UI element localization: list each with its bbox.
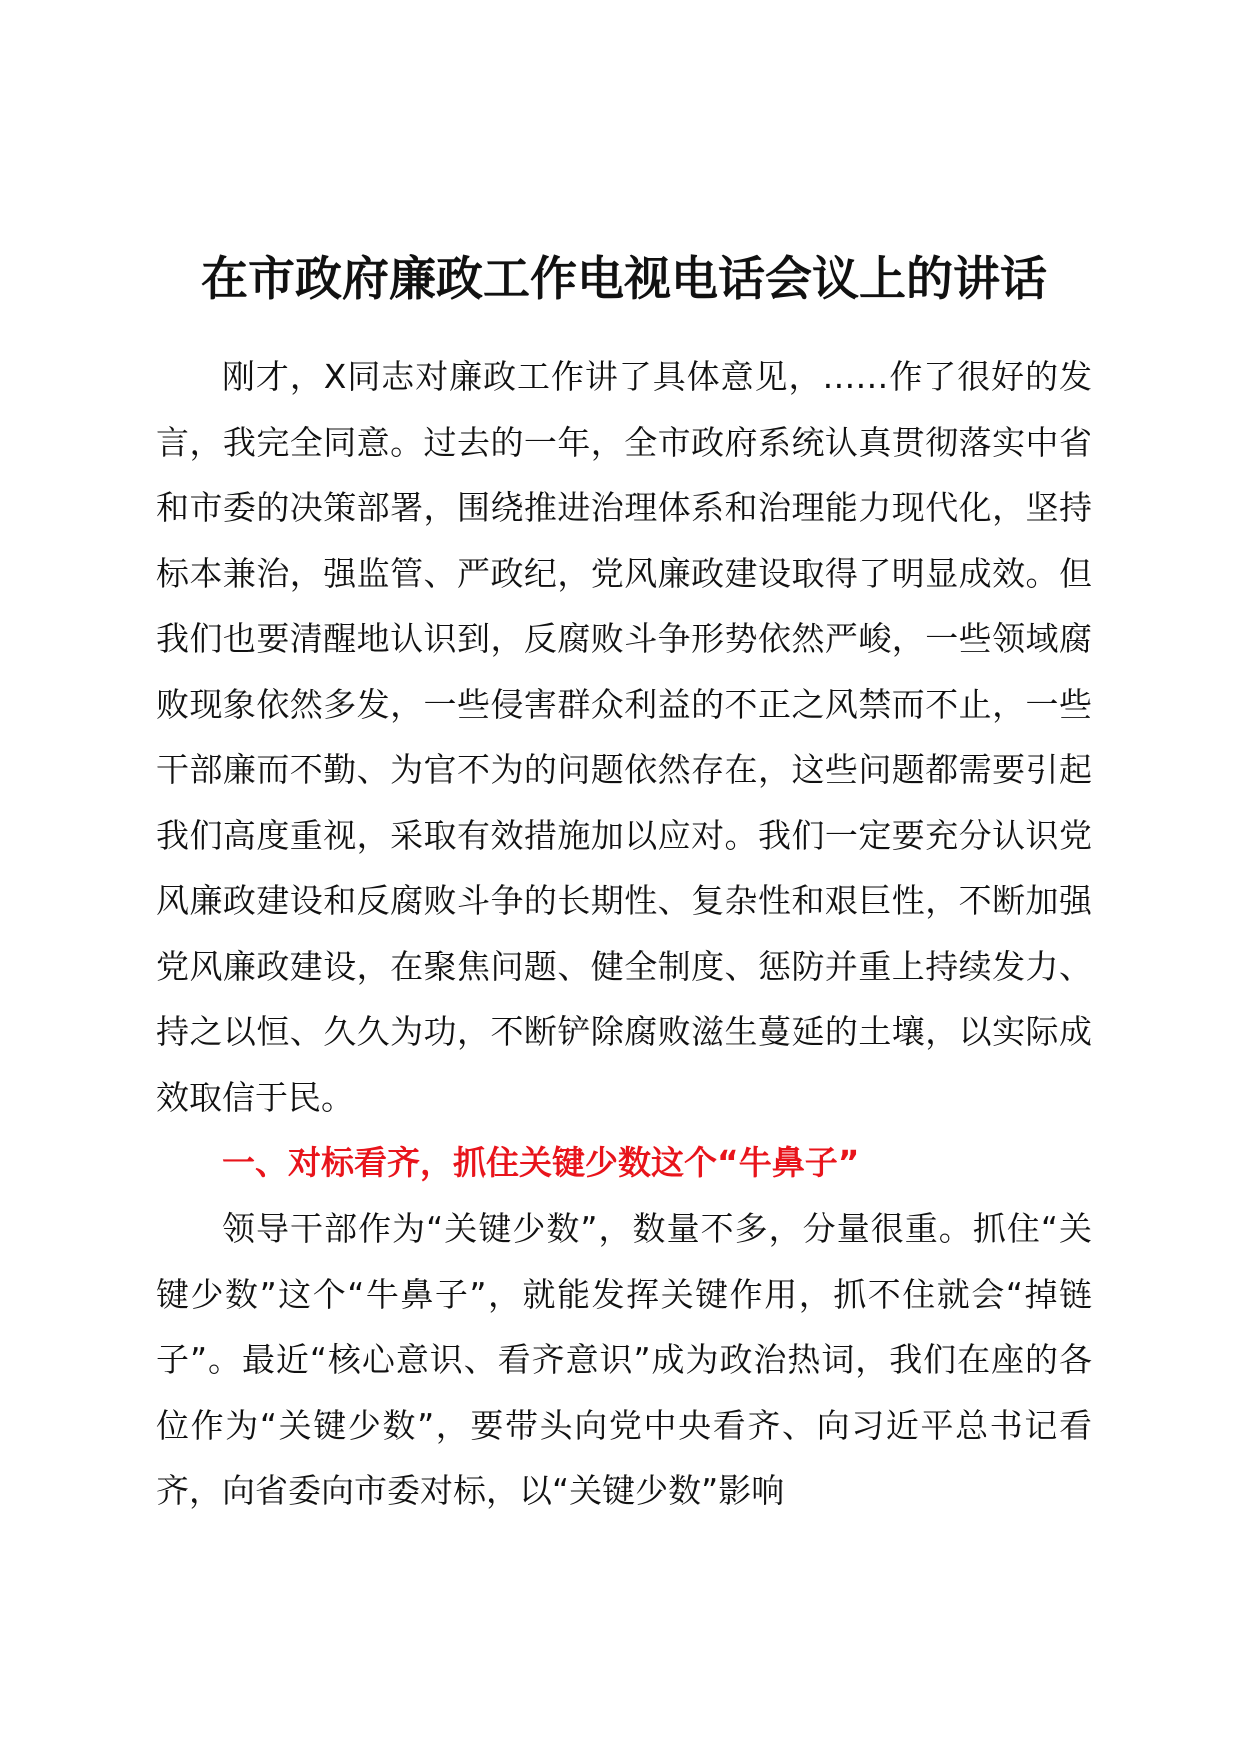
body-paragraph-intro: 刚才，X同志对廉政工作讲了具体意见，……作了很好的发言，我完全同意。过去的一年，全市政府系统认真贯彻落实中省和市委的决策部署，围绕推进治理体系和治理能力现代化，坚持标本兼治，强监管、严政纪，党风廉政建设取得了明显成效。但我们也要清醒地认识到，反腐败斗争形势依然严峻，一些领域腐败现象依然多发，一些侵害群众利益的不正之风禁而不止，一些干部廉而不勤、为官不为的问题依然存在，这些问题都需要引起我们高度重视，采取有效措施加以应对。我们一定要充分认识党风廉政建设和反腐败斗争的长期性、复杂性和艰巨性，不断加强党风廉政建设，在聚焦问题、健全制度、惩防并重上持续发力、持之以恒、久久为功，不断铲除腐败滋生蔓延的土壤，以实际成效取信于民。 — [156, 357, 1092, 1117]
body-paragraph-section-1: 领导干部作为“关键少数”，数量不多，分量很重。抓住“关键少数”这个“牛鼻子”，就能发挥关键作用，抓不住就会“掉链子”。最近“核心意识、看齐意识”成为政治热词，我们在座的各位作为“关键少数”，要带头向党中央看齐、向习近平总书记看齐，向省委向市委对标，以“关键少数”影响 — [156, 1209, 1092, 1510]
document-title: 在市政府廉政工作电视电话会议上的讲话 — [201, 252, 1047, 307]
section-heading-1: 一、对标看齐，抓住关键少数这个“牛鼻子” — [222, 1143, 860, 1182]
document-page — [156, 0, 1092, 1754]
